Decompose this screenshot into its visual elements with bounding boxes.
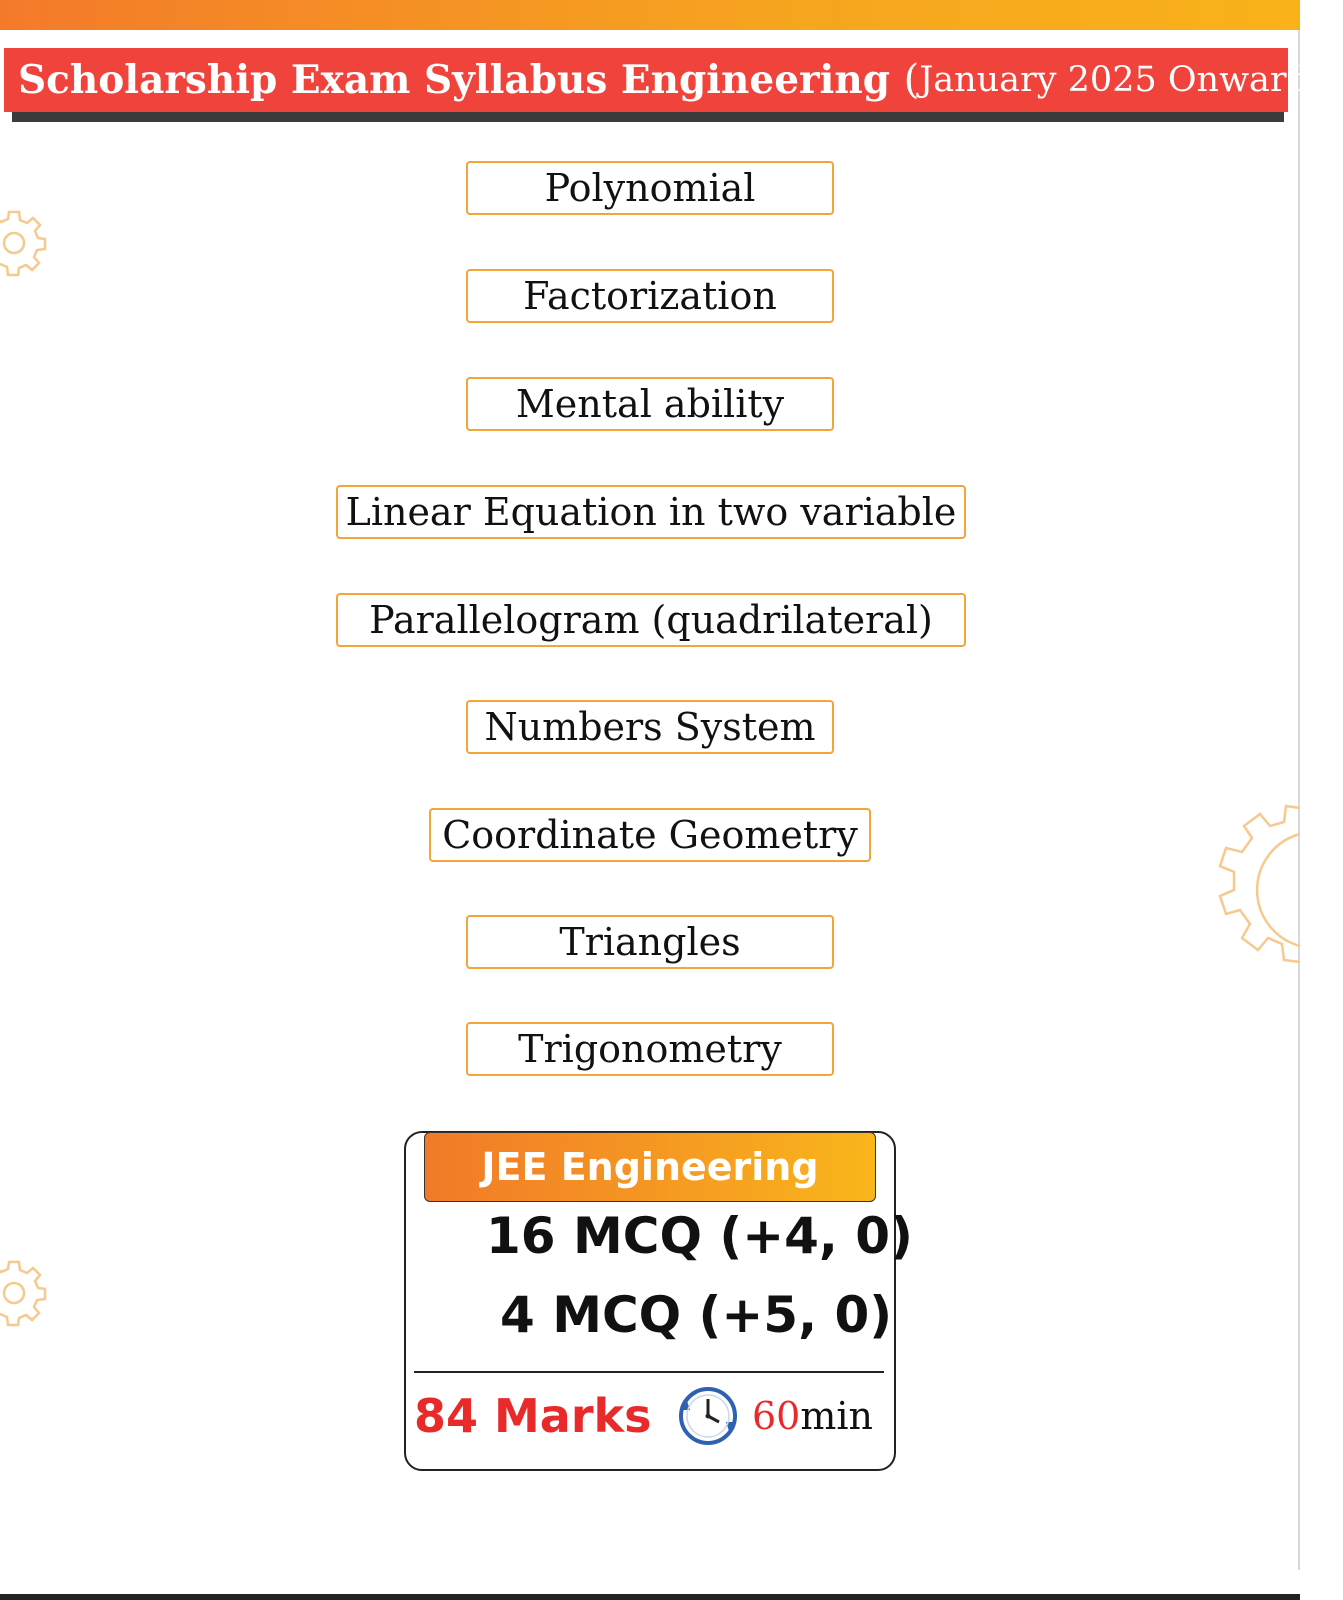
top-gradient-band (0, 0, 1300, 30)
topic-label: Triangles (559, 920, 741, 964)
topic-box-linear-equation (336, 485, 966, 539)
topic-box-numbers-system (466, 700, 834, 754)
exam-card-title: JEE Engineering (424, 1132, 876, 1202)
page-title: Scholarship Exam Syllabus Engineering (18, 57, 890, 103)
gear-icon (0, 208, 48, 276)
mcq-line-2: 4 MCQ (+5, 0) (500, 1286, 893, 1344)
card-divider (414, 1371, 884, 1373)
clock-icon (676, 1384, 740, 1448)
topic-label: Numbers System (484, 705, 816, 749)
mcq-line-1: 16 MCQ (+4, 0) (486, 1207, 913, 1265)
topic-label: Mental ability (515, 382, 785, 426)
total-marks: 84 Marks (414, 1389, 652, 1443)
duration-unit: min (800, 1394, 874, 1438)
duration-value: 60 (752, 1394, 801, 1438)
title-banner (4, 48, 1343, 112)
topic-label: Factorization (523, 274, 777, 318)
topic-box-coordinate-geometry (429, 808, 871, 862)
bottom-border-line (0, 1594, 1300, 1600)
topic-label: Parallelogram (quadrilateral) (369, 598, 933, 642)
page-subtitle: January 2025 Onwards (919, 60, 1328, 100)
gear-icon (0, 1258, 48, 1326)
subtitle-paren-close: ) (1327, 57, 1343, 103)
topic-box-mental-ability (466, 377, 834, 431)
topic-box-parallelogram (336, 593, 966, 647)
topic-label: Linear Equation in two variable (345, 490, 957, 534)
gear-icon (1200, 798, 1300, 984)
topic-box-triangles (466, 915, 834, 969)
topic-box-trigonometry (466, 1022, 834, 1076)
topic-box-polynomial (466, 161, 834, 215)
topic-box-factorization (466, 269, 834, 323)
exam-duration (752, 1394, 873, 1438)
subtitle-paren-open: ( (903, 57, 920, 103)
topic-label: Trigonometry (518, 1027, 782, 1071)
topic-label: Coordinate Geometry (442, 813, 858, 857)
topic-label: Polynomial (544, 166, 756, 210)
